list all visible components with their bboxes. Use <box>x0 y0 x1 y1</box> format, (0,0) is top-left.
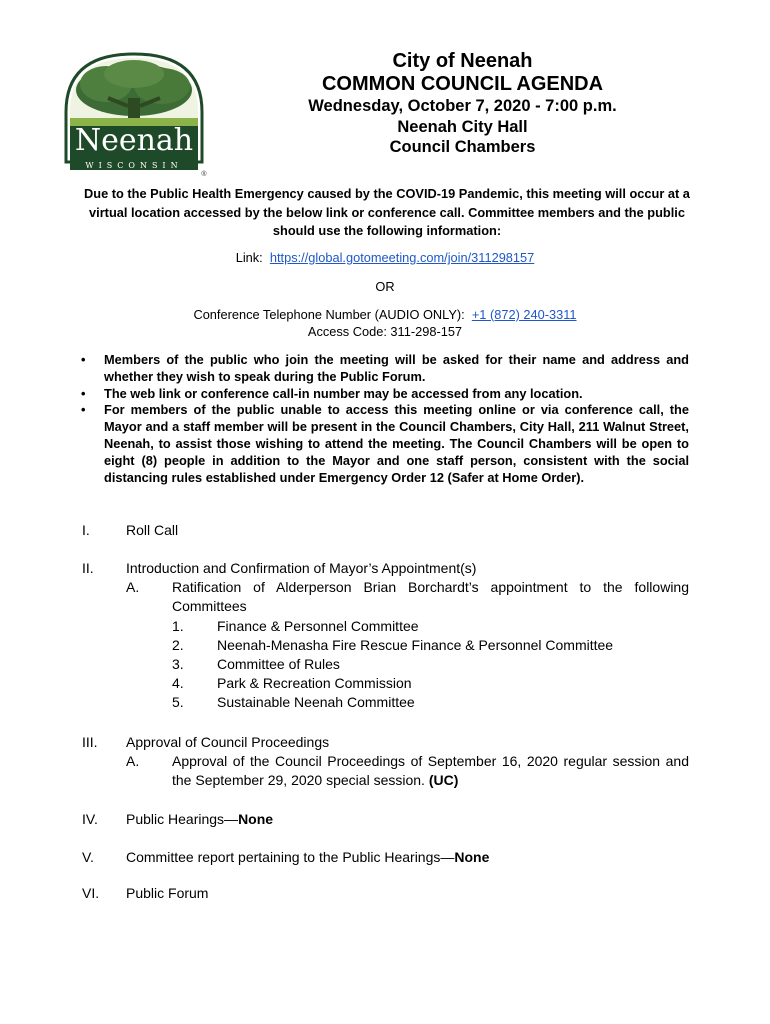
or-separator: OR <box>375 279 395 294</box>
tree-logo-icon <box>58 50 210 178</box>
sub-text-wrap <box>172 752 689 790</box>
phone-line <box>0 307 770 322</box>
committee-number: 4. <box>172 675 184 691</box>
committee-number: 1. <box>172 618 184 634</box>
committee-number: 3. <box>172 656 184 672</box>
agenda-header <box>285 50 640 158</box>
logo-wordmark: Neenah <box>74 123 194 158</box>
item-number: III. <box>82 734 98 750</box>
item-number: I. <box>82 522 90 538</box>
item-title: Roll Call <box>126 522 179 538</box>
item-status: None <box>238 811 274 827</box>
item-number: IV. <box>82 811 98 827</box>
phone-number-link[interactable]: +1 (872) 240-3311 <box>471 307 577 322</box>
item-title-wrap <box>126 848 691 867</box>
access-code: Access Code: 311-298-157 <box>307 324 463 339</box>
committee-name: Park & Recreation Commission <box>217 675 412 691</box>
committee-name: Neenah-Menasha Fire Rescue Finance & Personnel Committee <box>217 637 614 653</box>
agenda-item-proceedings <box>0 733 770 793</box>
meeting-location: Neenah City Hall <box>397 117 528 136</box>
sub-text: Approval of the Council Proceedings of September 16, 2020 regular session and the September 29, 2020 special session. <box>172 753 689 789</box>
meeting-room: Council Chambers <box>389 138 536 156</box>
bullet-icon: • <box>81 385 86 401</box>
item-title: Public Hearings— <box>126 811 239 827</box>
committee-number: 2. <box>172 637 184 653</box>
sub-letter: A. <box>126 579 140 595</box>
committee-name: Sustainable Neenah Committee <box>217 694 415 710</box>
sub-letter: A. <box>126 753 140 769</box>
item-number: VI. <box>82 885 100 901</box>
item-title: Approval of Council Proceedings <box>126 734 330 750</box>
committee-name: Committee of Rules <box>217 656 340 672</box>
committee-number: 5. <box>172 694 184 710</box>
bullet-icon: • <box>81 402 86 418</box>
item-title-wrap <box>126 810 691 829</box>
meeting-link-line <box>0 250 770 265</box>
item-title: Committee report pertaining to the Public Hearings— <box>126 849 455 865</box>
meeting-date: Wednesday, October 7, 2020 - 7:00 p.m. <box>308 97 617 115</box>
link-label: Link: <box>235 250 263 265</box>
city-logo <box>58 50 210 178</box>
item-number: II. <box>82 560 94 576</box>
consent-tag: (UC) <box>428 772 459 789</box>
item-title: Introduction and Confirmation of Mayor’s Appointment(s) <box>126 560 477 576</box>
item-status: None <box>454 849 490 865</box>
city-name: City of Neenah <box>392 50 533 72</box>
sub-text: Ratification of Alderperson Brian Borchardt’s appointment to the following Committees <box>172 579 689 615</box>
phone-label: Conference Telephone Number (AUDIO ONLY): <box>193 307 465 322</box>
bullet-list <box>79 352 689 486</box>
registered-mark: ® <box>201 171 207 178</box>
meeting-link[interactable]: https://global.gotomeeting.com/join/311298157 <box>269 250 535 265</box>
agenda-title: COMMON COUNCIL AGENDA <box>321 73 604 95</box>
item-title: Public Forum <box>126 885 209 901</box>
logo-state: WISCONSIN <box>85 161 183 170</box>
bullet-item: • Members of the public who join the meeting will be asked for their name and address and whether they wish to speak during the Public Forum. <box>81 352 689 384</box>
covid-notice: Due to the Public Health Emergency caused by the COVID-19 Pandemic, this meeting will occur at a virtual location accessed by the below link or conference call. Committee members and the public should use the following information: <box>84 186 690 238</box>
bullet-icon: • <box>81 352 86 367</box>
bullet-item: • For members of the public unable to access this meeting online or via conference call, the Mayor and a staff member will be present in the Council Chambers, City Hall, 211 Walnut Street, Neenah, to assist those wishing to attend the meeting. The Council Chambers will be open to eight (8) people in addition to the Mayor and one staff person, consistent with the social distancing rules established under Emergency Order 12 (Safer at Home Order). <box>81 402 689 485</box>
item-number: V. <box>82 849 94 865</box>
committee-name: Finance & Personnel Committee <box>217 618 419 634</box>
bullet-item: • The web link or conference call-in number may be accessed from any location. <box>81 385 583 401</box>
agenda-item-appointments <box>0 559 770 719</box>
